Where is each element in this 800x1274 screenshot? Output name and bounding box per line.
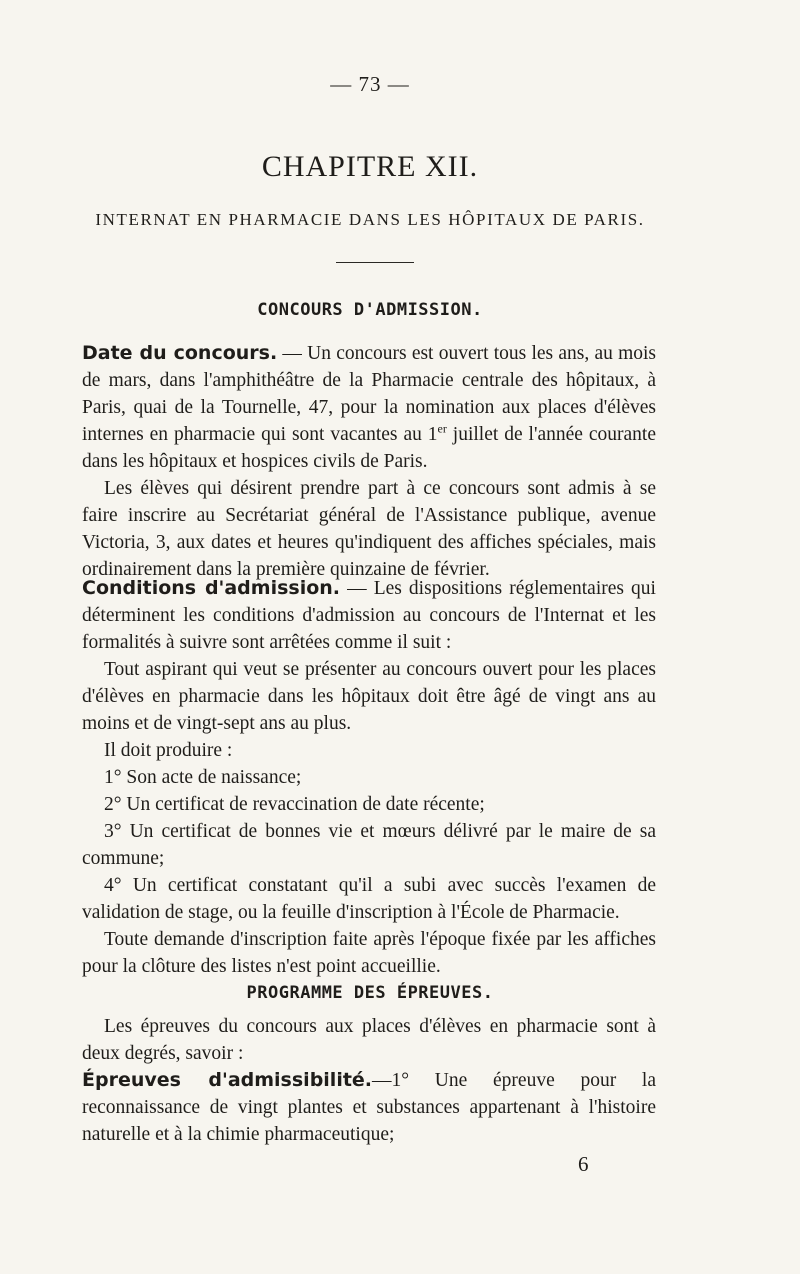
chapter-title: CHAPITRE XII.: [261, 150, 479, 183]
programme-text-block: [82, 1013, 656, 1148]
paragraph-lead: Date du concours.: [82, 342, 278, 364]
page-number: — 73 —: [330, 72, 410, 96]
chapter-subtitle: INTERNAT EN PHARMACIE DANS LES HÔPITAUX DE PARIS.: [95, 210, 645, 229]
paragraph-admissibilite: [82, 1067, 656, 1148]
section-heading-programme: PROGRAMME DES ÉPREUVES.: [246, 983, 494, 1003]
paragraph-date-concours: [82, 340, 656, 475]
paragraph-text: juillet de l'année courante dans les hôpitaux et hospices civils de Paris.: [82, 424, 656, 472]
ordinal-superscript: er: [437, 421, 447, 436]
separator-rule: [336, 262, 414, 263]
paragraph-aspirant: Tout aspirant qui veut se présenter au concours ouvert pour les places d'élèves en pharmacie dans les hôpitaux doit être âgé de vingt ans au moins et de vingt-sept ans au plus.: [82, 659, 656, 734]
section-heading-admission: CONCOURS D'ADMISSION.: [257, 300, 483, 320]
paragraph-demande: Toute demande d'inscription faite après l'époque fixée par les affiches pour la clôture des listes n'est point accueillie.: [82, 929, 656, 977]
list-item: 2° Un certificat de revaccination de date récente;: [104, 794, 485, 815]
list-item: 4° Un certificat constatant qu'il a subi avec succès l'examen de validation de stage, ou la feuille d'inscription à l'École de Pharmacie.: [82, 875, 656, 923]
paragraph-produire: Il doit produire :: [104, 740, 233, 761]
signature-mark: 6: [578, 1152, 589, 1176]
admission-text-block: [82, 340, 656, 583]
paragraph-text: — Les dispositions réglementaires qui déterminent les conditions d'admission au concours de l'Internat et les formalités à suivre sont arrêtées comme il suit :: [82, 578, 656, 653]
conditions-text-block: [82, 575, 656, 980]
paragraph-inscription: Les élèves qui désirent prendre part à ce concours sont admis à se faire inscrire au Secrétariat général de l'Assistance publique, avenue Victoria, 3, aux dates et heures qu'indiquent des affiches spéciales, mais ordinairement dans la première quinzaine de février.: [82, 478, 656, 580]
list-item: 1° Son acte de naissance;: [104, 767, 302, 788]
paragraph-lead: Épreuves d'admissibilité.: [82, 1069, 373, 1091]
paragraph-lead: Conditions d'admission.: [82, 577, 341, 599]
paragraph-text: — Un concours est ouvert tous les ans, au mois de mars, dans l'amphithéâtre de la Pharmacie centrale des hôpitaux, à Paris, quai de la Tournelle, 47, pour la nomination aux places d'élèves internes en pharmacie qui sont vacantes au 1: [82, 343, 656, 445]
paragraph-conditions: [82, 575, 656, 656]
paragraph-text: —1° Une épreuve pour la reconnaissance de vingt plantes et substances appartenant à l'histoire naturelle et à la chimie pharmaceutique;: [82, 1070, 657, 1145]
list-item: 3° Un certificat de bonnes vie et mœurs délivré par le maire de sa commune;: [82, 821, 656, 869]
paragraph-epreuves: Les épreuves du concours aux places d'élèves en pharmacie sont à deux degrés, savoir :: [82, 1016, 656, 1064]
